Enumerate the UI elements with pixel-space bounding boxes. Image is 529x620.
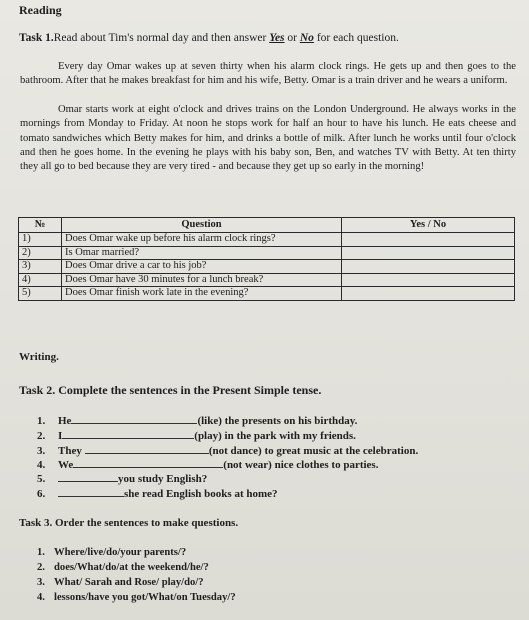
item-rest: (play) in the park with my friends. (194, 430, 356, 442)
item-rest: (like) the presents on his birthday. (197, 415, 358, 427)
task1-instruction (19, 32, 399, 44)
row-answer-cell[interactable] (342, 246, 515, 260)
task1-prefix: Task 1. (19, 32, 54, 44)
item-subject: We (58, 459, 74, 471)
row-answer-cell[interactable] (342, 260, 515, 274)
task1-or: or (284, 32, 300, 44)
table-header-row (19, 218, 515, 233)
paragraph-1-text: Every day Omar wakes up at seven thirty when his alarm clock rings. He gets up and then goes to the bathroom. After that he makes breakfast for him and his wife, Betty. Omar is a train driver and he wears a uniform. (20, 61, 516, 87)
row-question: Does Omar wake up before his alarm clock rings? (62, 233, 342, 247)
item-number: 1. (37, 415, 46, 427)
task1-yes: Yes (269, 32, 285, 44)
reading-paragraph-1 (20, 60, 516, 89)
questions-table (18, 217, 515, 301)
row-answer-cell[interactable] (342, 233, 515, 247)
header-question: Question (62, 218, 342, 233)
item-text: lessons/have you got/What/on Tuesday/? (54, 592, 236, 603)
item-subject: They (58, 445, 82, 457)
table-row (19, 287, 515, 301)
item-number: 4. (37, 592, 45, 603)
table-row (19, 246, 515, 260)
header-number: № (19, 218, 62, 233)
item-text: What/ Sarah and Rose/ play/do/? (54, 577, 204, 588)
item-rest: (not dance) to great music at the celebration. (208, 445, 419, 457)
task2-item (37, 429, 356, 442)
row-number: 3) (19, 260, 62, 274)
task2-item (37, 458, 378, 471)
row-question: Is Omar married? (62, 246, 342, 260)
item-text: Where/live/do/your parents/? (54, 547, 187, 558)
item-subject: He (58, 415, 72, 427)
task1-text-a: Read about Tim's normal day and then answer (53, 32, 270, 44)
row-number: 2) (19, 246, 62, 260)
item-number: 1. (37, 547, 45, 558)
answer-blank[interactable] (58, 472, 118, 482)
task3-item (37, 577, 204, 588)
reading-heading: Reading (19, 3, 62, 17)
item-text: does/What/do/at the weekend/he/? (54, 562, 209, 573)
table-row (19, 233, 515, 247)
answer-blank[interactable] (85, 444, 209, 454)
reading-paragraph-2 (20, 103, 516, 174)
task2-item (37, 444, 418, 457)
table-row (19, 273, 515, 287)
answer-blank[interactable] (58, 487, 124, 497)
task3-item (37, 592, 236, 603)
row-number: 1) (19, 233, 62, 247)
task2-item (37, 472, 207, 485)
item-rest: she read English books at home? (124, 488, 278, 500)
item-number: 6. (37, 488, 46, 500)
item-number: 5. (37, 473, 46, 485)
task1-text-b: for each question. (313, 32, 399, 44)
item-subject: I (58, 430, 63, 442)
task2-item (37, 487, 278, 500)
task2-title: Task 2. Complete the sentences in the Present Simple tense. (19, 383, 322, 397)
row-question: Does Omar drive a car to his job? (62, 260, 342, 274)
item-rest: (not wear) nice clothes to parties. (223, 459, 379, 471)
row-question: Does Omar finish work late in the evening? (62, 287, 342, 301)
task1-no: No (299, 32, 314, 44)
row-answer-cell[interactable] (342, 273, 515, 287)
row-question: Does Omar have 30 minutes for a lunch break? (62, 273, 342, 287)
item-number: 3. (37, 577, 45, 588)
table-row (19, 260, 515, 274)
writing-heading: Writing. (19, 351, 59, 363)
item-number: 2. (37, 430, 46, 442)
row-answer-cell[interactable] (342, 287, 515, 301)
task2-item (37, 414, 357, 427)
task3-title: Task 3. Order the sentences to make questions. (19, 517, 239, 529)
header-yes-no: Yes / No (342, 218, 515, 233)
task3-item (37, 547, 186, 558)
row-number: 4) (19, 273, 62, 287)
answer-blank[interactable] (71, 414, 197, 424)
item-rest: you study English? (118, 473, 208, 485)
task3-item (37, 562, 209, 573)
item-number: 3. (37, 445, 46, 457)
answer-blank[interactable] (62, 429, 194, 439)
row-number: 5) (19, 287, 62, 301)
item-number: 2. (37, 562, 45, 573)
answer-blank[interactable] (73, 458, 223, 468)
paragraph-2-text: Omar starts work at eight o'clock and drives trains on the London Underground. He always works in the mornings from Monday to Friday. At noon he stops work for half an hour to have his lunch. He eats cheese and tomato sandwiches which Betty makes for him, and drinks a bottle of milk. After lunch he works until four o'clock and then he goes home. In the evening he plays with his baby son, Ben, and watches TV with Betty. At ten thirty they all go to bed because they are very tired - and because they get up so early in the morning! (20, 104, 516, 173)
item-number: 4. (37, 459, 46, 471)
